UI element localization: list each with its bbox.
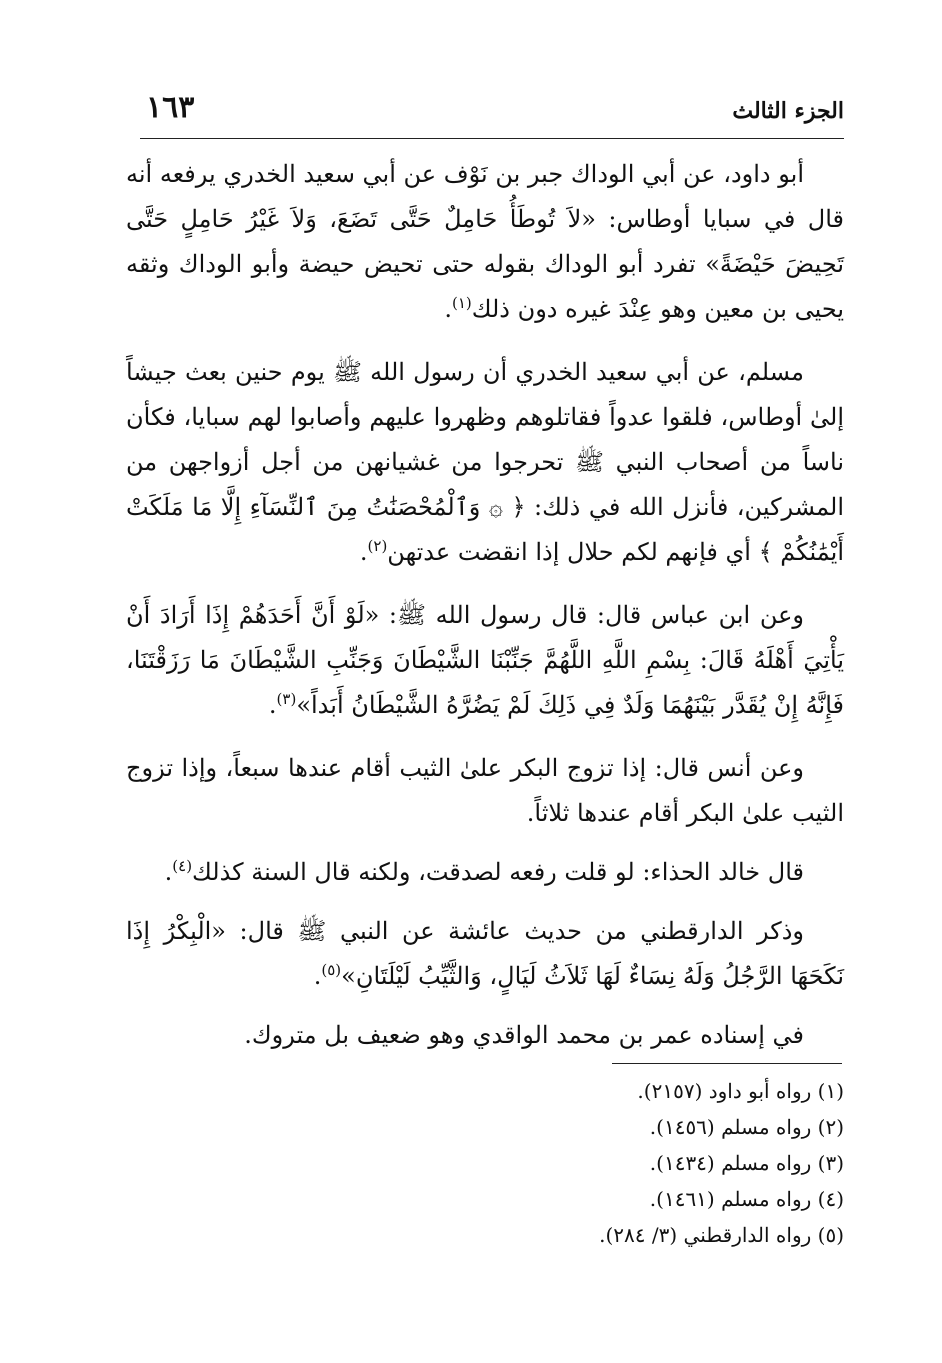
paragraph-ibn-abbas xyxy=(126,593,844,728)
footnote-2: (٢) رواه مسلم (١٤٥٦). xyxy=(649,1115,844,1139)
page-number: ١٦٣ xyxy=(146,90,195,125)
paragraph-text: في إسناده عمر بن محمد الواقدي وهو ضعيف بل متروك. xyxy=(244,1021,804,1049)
paragraph-abu-dawud xyxy=(126,152,844,332)
paragraph-end: . xyxy=(268,691,277,719)
footnote-ref: (٥) xyxy=(321,961,342,979)
paragraph-text: قال خالد الحذاء: لو قلت رفعه لصدقت، ولكنه قال السنة كذلك xyxy=(192,858,804,886)
paragraph-end: . xyxy=(359,538,368,566)
paragraph-text: وعن أنس قال: إذا تزوج البكر علىٰ الثيب أقام عندها سبعاً، وإذا تزوج الثيب علىٰ البكر أقام عندها ثلاثاً. xyxy=(126,754,844,827)
footnote-4: (٤) رواه مسلم (١٤٦١). xyxy=(649,1187,844,1211)
paragraph-anas xyxy=(126,746,844,836)
footnote-ref: (٤) xyxy=(172,857,193,875)
paragraph-khalid-hadhdha xyxy=(126,850,844,895)
main-text xyxy=(126,152,844,1058)
paragraph-text: مسلم، عن أبي سعيد الخدري أن رسول الله ﷺ يوم حنين بعث جيشاً إلىٰ أوطاس، فلقوا عدواً فقاتلوهم وظهروا عليهم وأصابوا لهم سبايا، فكأن ناساً من أصحاب النبي ﷺ تحرجوا من غشيانهن من أجل أزواجهن من المشركين، فأنزل الله في ذلك: ﴿ ۞ وَٱلْمُحْصَنَٰتُ مِنَ ٱلنِّسَآءِ إِلَّا مَا مَلَكَتْ أَيْمَٰنُكُمْ ﴾ أي فإنهم لكم حلال إذا انقضت عدتهن xyxy=(126,358,844,566)
header-divider xyxy=(140,138,844,139)
paragraph-muslim-awtas xyxy=(126,350,844,575)
footnote-ref: (٣) xyxy=(276,690,297,708)
footnote-5: (٥) رواه الدارقطني (٣/ ٢٨٤). xyxy=(599,1223,844,1247)
footnotes xyxy=(104,1073,844,1253)
footnote-3: (٣) رواه مسلم (١٤٣٤). xyxy=(649,1151,844,1175)
paragraph-text: وعن ابن عباس قال: قال رسول الله ﷺ: «لَوْ أَنَّ أَحَدَهُمْ إِذَا أَرَادَ أَنْ يَأْتِيَ أَهْلَهُ قَالَ: بِسْمِ اللَّهِ اللَّهُمَّ جَنِّبْنَا الشَّيْطَانَ وَجَنِّبِ الشَّيْطَانَ مَا رَزَقْتَنَا، فَإِنَّهُ إِنْ يُقَدَّر بَيْنَهُمَا وَلَدٌ فِي ذَلِكَ لَمْ يَضُرَّهُ الشَّيْطَانُ أَبَداً» xyxy=(126,601,844,719)
paragraph-end: . xyxy=(444,295,452,323)
paragraph-daraqutni xyxy=(126,909,844,999)
paragraph-text: وذكر الدارقطني من حديث عائشة عن النبي ﷺ قال: «الْبِكْرُ إِذَا نَكَحَهَا الرَّجُلُ وَلَهُ نِسَاءٌ لَهَا ثَلاَثُ لَيَالٍ، وَالثَّيِّبُ لَيْلَتَانِ» xyxy=(126,917,844,990)
page-header xyxy=(140,88,844,136)
footnote-ref: (٢) xyxy=(367,537,388,555)
footnote-divider xyxy=(612,1063,842,1064)
paragraph-end: . xyxy=(313,962,322,990)
footnote-1: (١) رواه أبو داود (٢١٥٧). xyxy=(637,1079,844,1103)
paragraph-text: أبو داود، عن أبي الوداك جبر بن نَوْف عن أبي سعيد الخدري يرفعه أنه قال في سبايا أوطاس: «لاَ تُوطَأُ حَامِلٌ حَتَّى تَضَعَ، وَلاَ غَيْرُ حَامِلٍ حَتَّى تَحِيضَ حَيْضَةً» تفرد أبو الوداك بقوله حتى تحيض حيضة وأبو الوداك وثقه يحيى بن معين وهو عِنْدَ غيره دون ذلك xyxy=(126,160,844,323)
footnote-ref: (١) xyxy=(451,294,472,312)
paragraph-isnad-note xyxy=(126,1013,844,1058)
paragraph-end: . xyxy=(164,858,173,886)
running-title: الجزء الثالث xyxy=(732,98,844,124)
